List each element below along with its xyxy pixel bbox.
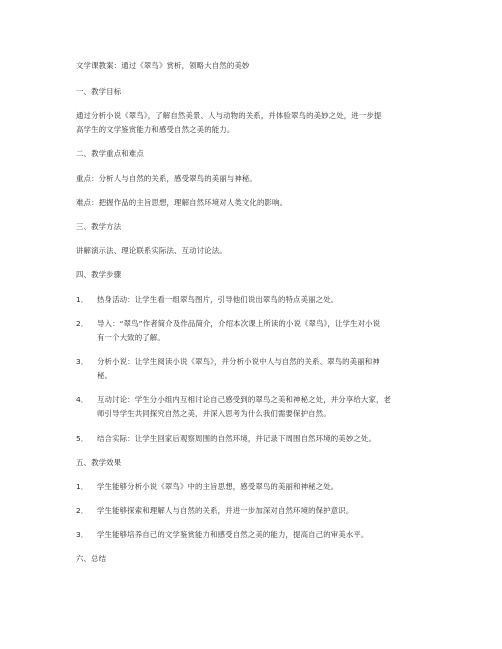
section-heading-methods: 三、教学方法 (76, 222, 122, 231)
list-item-number: 5． (76, 434, 89, 443)
paragraph-line-focus: 重点：分析人与自然的关系，感受翠鸟的美丽与神秘。 (76, 174, 257, 183)
section-heading-results: 五、教学效果 (76, 458, 122, 467)
list-item-text: 师引导学生共同探究自然之美，并深入思考为什么我们需要保护自然。 (97, 409, 331, 418)
paragraph-line: 通过分析小说《翠鸟》，了解自然美景、人与动物的关系，并体验翠鸟的美妙之处，进一步提 (76, 111, 382, 120)
list-item-number: 1． (76, 482, 89, 491)
list-item-number: 2． (76, 506, 89, 515)
section-heading-focus: 二、教学重点和难点 (76, 149, 144, 158)
list-item-text: 导入：“翠鸟”作者简介及作品简介，介绍本次课上所读的小说《翠鸟》，让学生对小说 (97, 319, 381, 328)
document-title: 文学课教案：通过《翠鸟》赏析，领略大自然的美妙 (76, 61, 250, 70)
list-item-text: 互动讨论：学生分小组内互相讨论自己感受到的翠鸟之美和神秘之处，并分享给大家，老 (97, 395, 392, 404)
section-heading-steps: 四、教学步骤 (76, 270, 122, 279)
list-item-number: 3． (76, 357, 89, 366)
list-item-number: 4． (76, 395, 89, 404)
list-item-text: 有一个大致的了解。 (97, 333, 165, 342)
paragraph-line: 高学生的文学鉴赏能力和感受自然之美的能力。 (76, 125, 235, 134)
list-item-number: 1． (76, 295, 89, 304)
section-heading-summary: 六、总结 (76, 554, 107, 563)
list-item-number: 3． (76, 530, 89, 539)
list-item-text: 秘。 (97, 371, 113, 380)
section-heading-objectives: 一、教学目标 (76, 87, 122, 96)
list-item-text: 热身活动：让学生看一组翠鸟图片，引导他们说出翠鸟的特点美丽之处。 (97, 295, 339, 304)
list-item-text: 分析小说：让学生阅读小说《翠鸟》，并分析小说中人与自然的关系、翠鸟的美丽和神 (97, 357, 380, 366)
list-item-text: 学生能够培养自己的文学鉴赏能力和感受自然之美的能力，提高自己的审美水平。 (97, 530, 369, 539)
list-item-text: 学生能够分析小说《翠鸟》中的主旨思想，感受翠鸟的美丽和神秘之处。 (97, 482, 339, 491)
list-item-number: 2． (76, 319, 89, 328)
paragraph-line-difficulty: 难点：把握作品的主旨思想，理解自然环境对人类文化的影响。 (76, 198, 288, 207)
paragraph-line-methods: 讲解演示法、理论联系实际法、互动讨论法。 (76, 246, 227, 255)
list-item-text: 学生能够探索和理解人与自然的关系，并进一步加深对自然环境的保护意识。 (97, 506, 354, 515)
list-item-text: 结合实际：让学生回家后观察周围的自然环境，并记录下周围自然环境的美妙之处。 (97, 434, 377, 443)
